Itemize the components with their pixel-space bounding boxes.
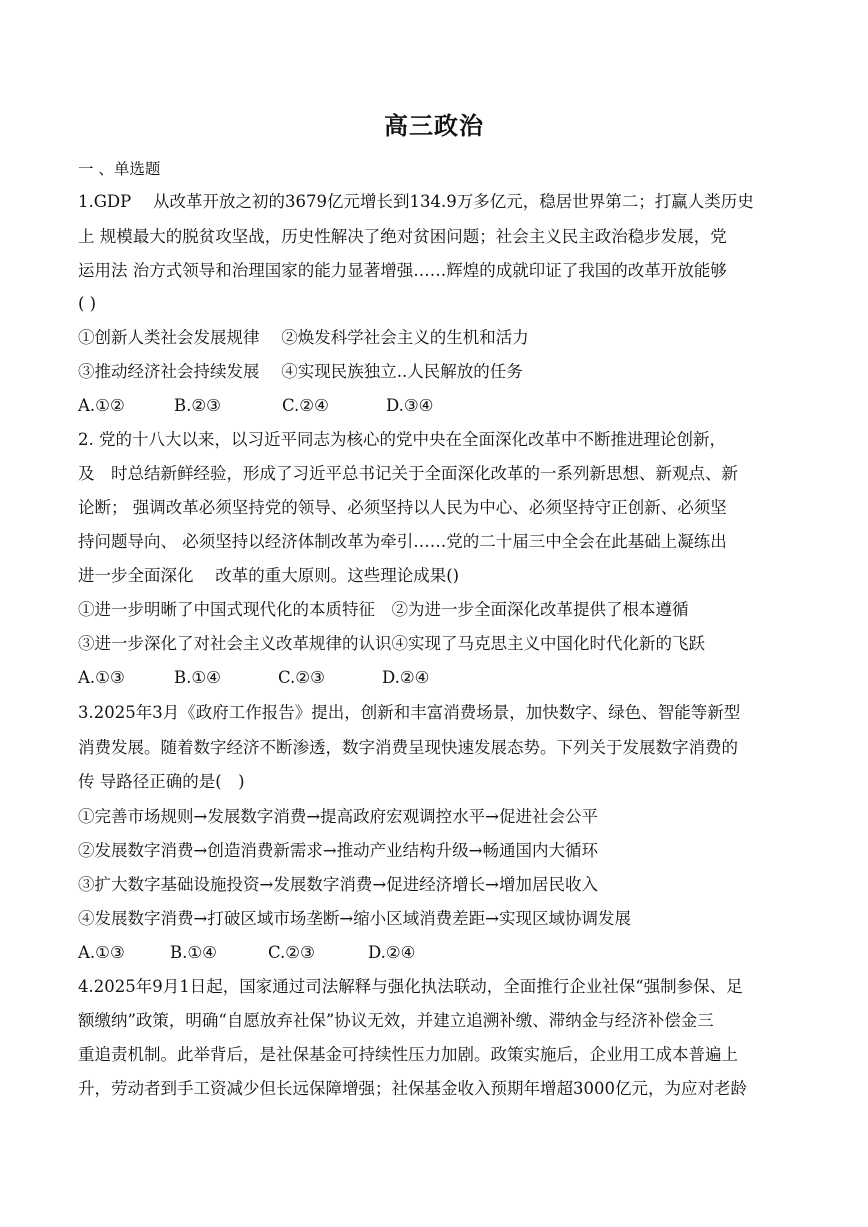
q1-stem-line-3: 运用法 治方式领导和治理国家的能力显著增强……辉煌的成就印证了我国的改革开放能够 (78, 261, 727, 280)
q1-stem-line-4: ( ) (78, 294, 97, 313)
q3-stem-line-1: 3.2025年3月《政府工作报告》提出，创新和丰富消费场景，加快数字、绿色、智能等新型 (78, 703, 741, 722)
section-heading: 一 、单选题 (78, 160, 161, 178)
q1-statement-2: ③推动经济社会持续发展 ④实现民族独立..人民解放的任务 (78, 362, 523, 381)
q3-options (78, 942, 415, 964)
q4-stem-line-1: 4.2025年9月1日起，国家通过司法解释与强化执法联动，全面推行企业社保“强制参保、足 (78, 977, 743, 996)
q1-statement-1: ①创新人类社会发展规律 ②焕发科学社会主义的生机和活力 (78, 328, 529, 347)
q2-statement-1: ①进一步明晰了中国式现代化的本质特征 ②为进一步全面深化改革提供了根本遵循 (78, 600, 689, 619)
q2-option-a: A.①③ (78, 668, 125, 687)
q2-option-c: C.②③ (278, 668, 325, 687)
q3-option-a: A.①③ (78, 943, 125, 962)
q4-stem-line-3: 重追责机制。此举背后，是社保基金可持续性压力加剧。政策实施后，企业用工成本普遍上 (78, 1045, 738, 1064)
q2-options (78, 667, 429, 689)
q4-stem-line-2: 额缴纳”政策，明确“自愿放弃社保”协议无效，并建立追溯补缴、滞纳金与经济补偿金三 (78, 1011, 714, 1030)
q1-option-b: B.②③ (174, 396, 221, 415)
q3-option-c: C.②③ (268, 943, 315, 962)
q2-option-b: B.①④ (174, 668, 221, 687)
q2-statement-2: ③进一步深化了对社会主义改革规律的认识④实现了马克思主义中国化时代化新的飞跃 (78, 634, 705, 653)
q3-option-d: D.②④ (368, 943, 416, 962)
page-title: 高三政治 (384, 112, 484, 140)
q2-option-d: D.②④ (382, 668, 430, 687)
q3-option-b: B.①④ (170, 943, 217, 962)
q3-statement-2: ②发展数字消费→创造消费新需求→推动产业结构升级→畅通国内大循环 (78, 841, 598, 860)
q1-stem-line-2: 上 规模最大的脱贫攻坚战，历史性解决了绝对贫困问题；社会主义民主政治稳步发展，党 (78, 227, 727, 246)
q1-options (78, 395, 433, 417)
q1-stem-line-1: 1.GDP 从改革开放之初的3679亿元增长到134.9万多亿元，稳居世界第二；打赢人类历史 (78, 192, 754, 211)
q2-stem-line-2: 及 时总结新鲜经验，形成了习近平总书记关于全面深化改革的一系列新思想、新观点、新 (78, 464, 738, 483)
q3-stem-line-2: 消费发展。随着数字经济不断渗透，数字消费呈现快速发展态势。下列关于发展数字消费的 (78, 738, 738, 757)
q3-statement-3: ③扩大数字基础设施投资→发展数字消费→促进经济增长→增加居民收入 (78, 875, 598, 894)
q2-stem-line-3: 论断； 强调改革必须坚持党的领导、必须坚持以人民为中心、必须坚持守正创新、必须坚 (78, 498, 727, 517)
q2-stem-line-5: 进一步全面深化 改革的重大原则。这些理论成果() (78, 566, 460, 585)
q3-stem-line-3: 传 导路径正确的是( ) (78, 772, 245, 791)
q2-stem-line-4: 持问题导向、 必须坚持以经济体制改革为牵引……党的二十届三中全会在此基础上凝练出 (78, 532, 727, 551)
q3-statement-4: ④发展数字消费→打破区域市场垄断→缩小区域消费差距→实现区域协调发展 (78, 909, 631, 928)
q1-option-d: D.③④ (386, 396, 434, 415)
q4-stem-line-4: 升，劳动者到手工资减少但长远保障增强；社保基金收入预期年增超3000亿元，为应对老龄 (78, 1079, 747, 1098)
q1-option-c: C.②④ (282, 396, 329, 415)
q1-option-a: A.①② (78, 396, 125, 415)
q2-stem-line-1: 2. 党的十八大以来，以习近平同志为核心的党中央在全面深化改革中不断推进理论创新， (78, 430, 726, 449)
q3-statement-1: ①完善市场规则→发展数字消费→提高政府宏观调控水平→促进社会公平 (78, 807, 598, 826)
